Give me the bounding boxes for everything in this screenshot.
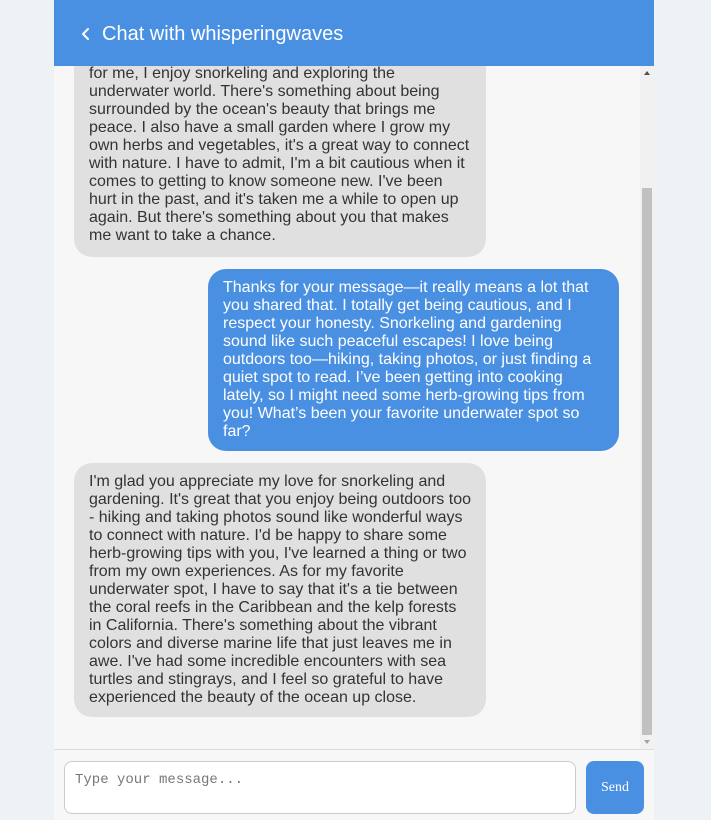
- message-bubble-sent: Thanks for your message—it really means a lot that you shared that. I totally get being cautious, and I respect your honesty. Snorkeling and gardening sound like such peaceful escapes! I love being outdoors too—hiking, taking photos, or just finding a quiet spot to read. I’ve been getting into cooking lately, so I might need some herb-growing tips from you! What’s been your favorite underwater spot so far?: [208, 269, 619, 451]
- chat-header: [54, 0, 654, 66]
- scrollbar-thumb[interactable]: [642, 188, 652, 735]
- scroll-up-arrow-icon[interactable]: [640, 66, 654, 80]
- chat-window: [54, 0, 654, 820]
- send-button[interactable]: Send: [586, 761, 644, 814]
- message-list-scrollbar[interactable]: [640, 66, 654, 749]
- message-bubble-received: for me, I enjoy snorkeling and exploring the underwater world. There's something about being surrounded by the ocean's beauty that brings me peace. I also have a small garden where I grow my own herbs and vegetables, it's a great way to connect with nature. I have to admit, I'm a bit cautious when it comes to getting to know someone new. I've been hurt in the past, and it's taken me a while to open up again. But there's something about you that makes me want to take a chance.: [74, 66, 486, 257]
- message-composer: [54, 749, 654, 820]
- message-input[interactable]: [64, 761, 576, 814]
- chevron-left-icon[interactable]: [78, 22, 94, 46]
- scroll-down-arrow-icon[interactable]: [640, 735, 654, 749]
- message-list[interactable]: [54, 66, 640, 749]
- message-bubble-received: I'm glad you appreciate my love for snorkeling and gardening. It's great that you enjoy being outdoors too - hiking and taking photos sound like wonderful ways to connect with nature. I'd be happy to share some herb-growing tips with you, I've learned a thing or two from my own experiences. As for my favorite underwater spot, I have to say that it's a tie between the coral reefs in the Caribbean and the kelp forests in California. There's something about the vibrant colors and diverse marine life that just leaves me in awe. I've had some incredible encounters with sea turtles and stingrays, and I feel so grateful to have experienced the beauty of the ocean up close.: [74, 463, 486, 717]
- chat-title: Chat with whisperingwaves: [102, 23, 344, 45]
